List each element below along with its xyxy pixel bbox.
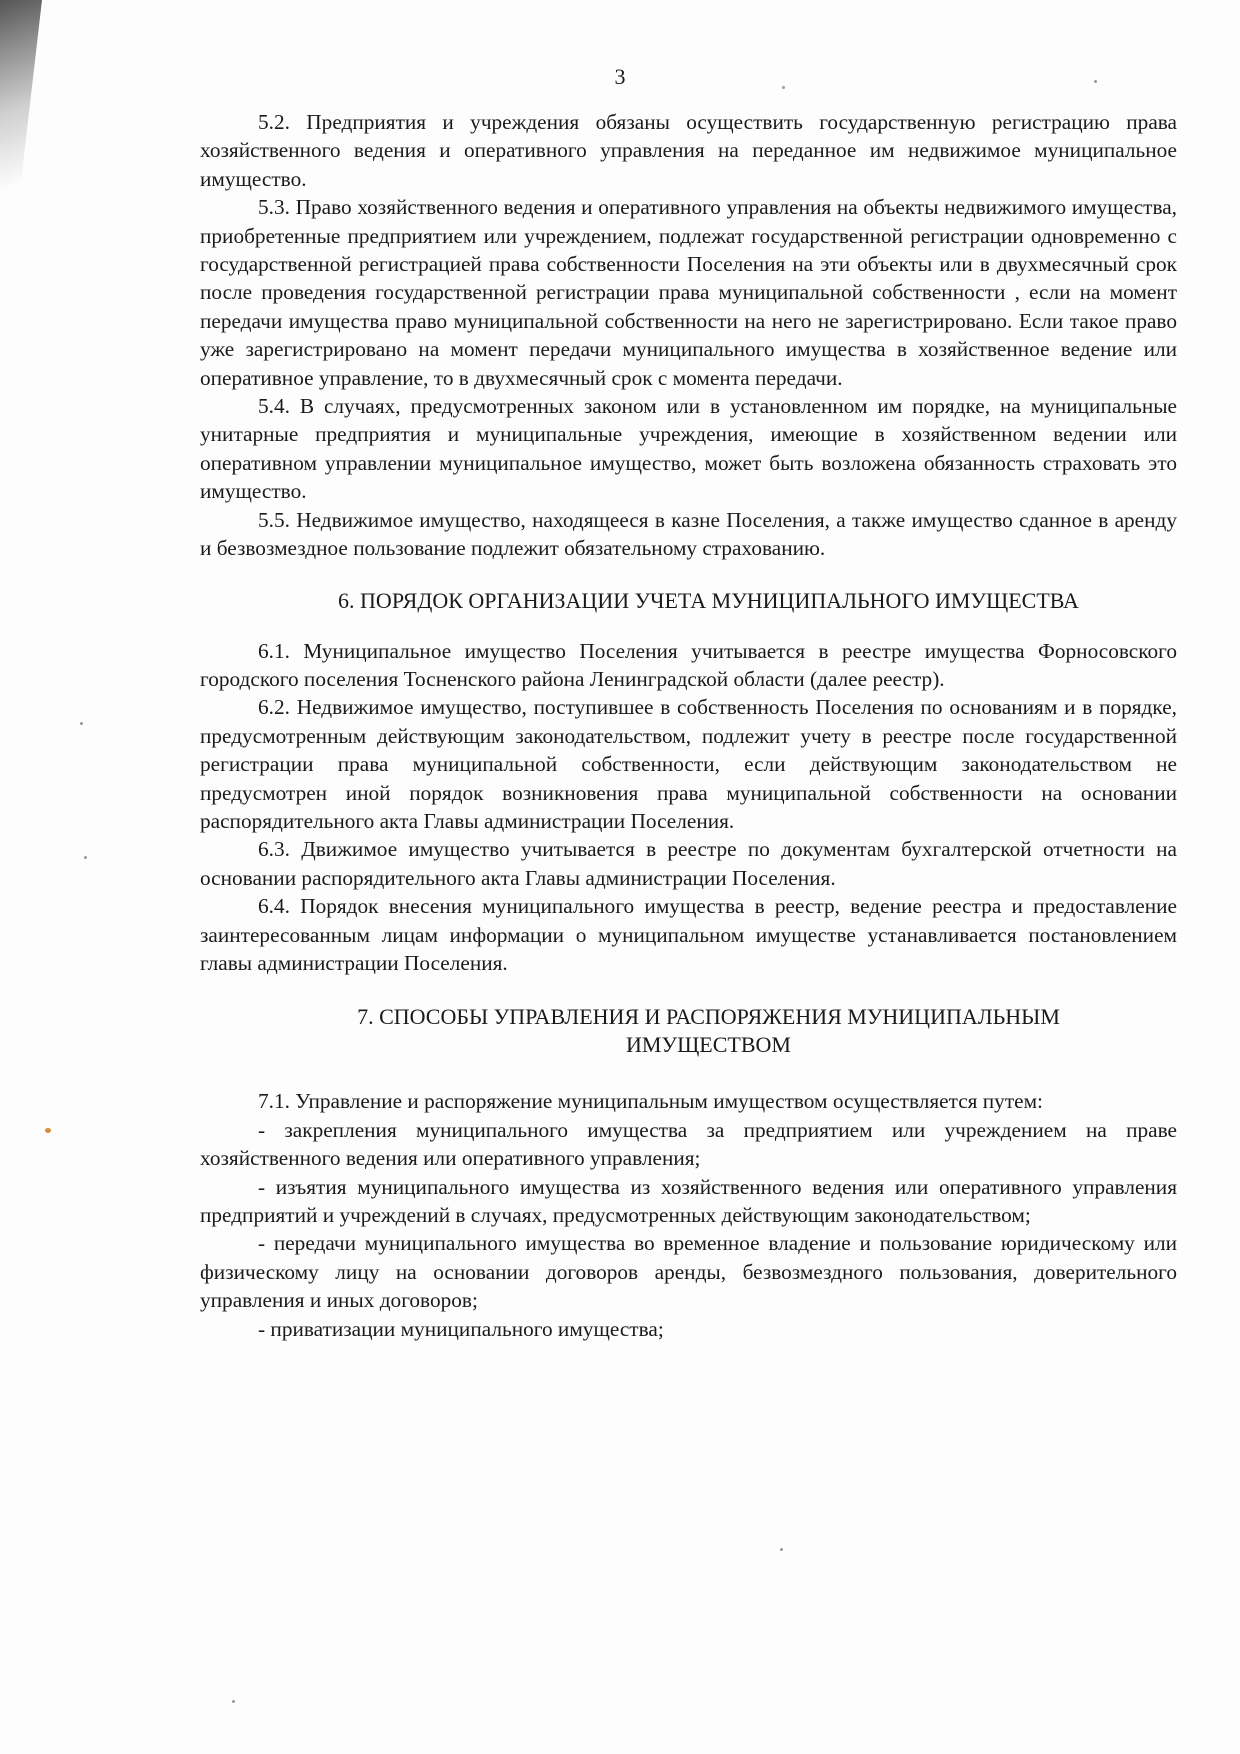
list-item: - передачи муниципального имущества во временное владение и пользование юридическому или физическому лицу на основании договоров аренды, безвозмездного пользования, доверительного управления и иных договоров;: [200, 1231, 1177, 1313]
paragraph-5-4: 5.4. В случаях, предусмотренных законом или в установленном им порядке, на муниципальные унитарные предприятия и муниципальные учреждения, имеющие в хозяйственном ведении или оперативном управлении муниципальное имущество, может быть возложена обязанность страховать это имущество.: [200, 394, 1177, 504]
section-7-heading-line1: 7. СПОСОБЫ УПРАВЛЕНИЯ И РАСПОРЯЖЕНИЯ МУНИЦИПАЛЬНЫМ: [357, 1004, 1060, 1030]
scan-speck: [84, 856, 87, 859]
scan-speck: [80, 722, 83, 725]
list-item: - приватизации муниципального имущества;: [258, 1316, 664, 1341]
list-item: - закрепления муниципального имущества за предприятием или учреждением на праве хозяйственного ведения или оперативного управления;: [200, 1117, 1177, 1171]
section-6-heading: 6. ПОРЯДОК ОРГАНИЗАЦИИ УЧЕТА МУНИЦИПАЛЬНОГО ИМУЩЕСТВА: [338, 587, 1079, 613]
paragraph-5-2: 5.2. Предприятия и учреждения обязаны осуществить государственную регистрацию права хозяйственного ведения и оперативного управления на переданное им недвижимое муниципальное имущество.: [200, 110, 1177, 191]
paragraph-6-1: 6.1. Муниципальное имущество Поселения учитывается в реестре имущества Форносовского городского поселения Тосненского района Ленинградской области (далее реестр).: [200, 638, 1177, 691]
scan-speck: [232, 1700, 235, 1703]
paragraph-7-1: 7.1. Управление и распоряжение муниципальным имуществом осуществляется путем:: [258, 1089, 1043, 1114]
paragraph-5-5: 5.5. Недвижимое имущество, находящееся в казне Поселения, а также имущество сданное в аренду и безвозмездное пользование подлежит обязательному страхованию.: [200, 507, 1177, 561]
section-7-heading: [200, 1003, 1177, 1059]
section-7-heading-line2: ИМУЩЕСТВОМ: [626, 1032, 791, 1058]
paragraph-6-3: 6.3. Движимое имущество учитывается в реестре по документам бухгалтерской отчетности на основании распорядительного акта Главы администрации Поселения.: [200, 837, 1177, 890]
scan-speck-orange: [45, 1128, 51, 1133]
paragraph-6-4: 6.4. Порядок внесения муниципального имущества в реестр, ведение реестра и предоставление заинтересованным лицам информации о муниципальном имуществе устанавливается постановлением главы администрации Поселения.: [200, 894, 1177, 975]
paragraph-6-2: 6.2. Недвижимое имущество, поступившее в собственность Поселения по основаниям и в порядке, предусмотренным действующим законодательством, подлежит учету в реестре после государственной регистрации права муниципальной собственности, если действующим законодательством не предусмотрен иной порядок возникновения права муниципальной собственности на основании распорядительного акта Главы администрации Поселения.: [200, 695, 1177, 833]
list-item: - изъятия муниципального имущества из хозяйственного ведения или оперативного управления предприятий и учреждений в случаях, предусмотренных действующим законодательством;: [200, 1174, 1177, 1227]
scan-speck: [780, 1548, 783, 1551]
page-number: 3: [614, 64, 626, 89]
scan-edge-shadow: [0, 0, 70, 230]
document-body: [200, 108, 1177, 1343]
paragraph-5-3: 5.3. Право хозяйственного ведения и оперативного управления на объекты недвижимого имущества, приобретенные предприятием или учреждением, подлежат государственной регистрации одновременно с государственной регистрацией права собственности Поселения на эти объекты или в двухмесячный срок после проведения государственной регистрации права муниципальной собственности , если на момент передачи имущества право муниципальной собственности на него не зарегистрировано. Если такое право уже зарегистрировано на момент передачи муниципального имущества в хозяйственное ведение или оперативное управление, то в двухмесячный срок с момента передачи.: [200, 195, 1177, 390]
